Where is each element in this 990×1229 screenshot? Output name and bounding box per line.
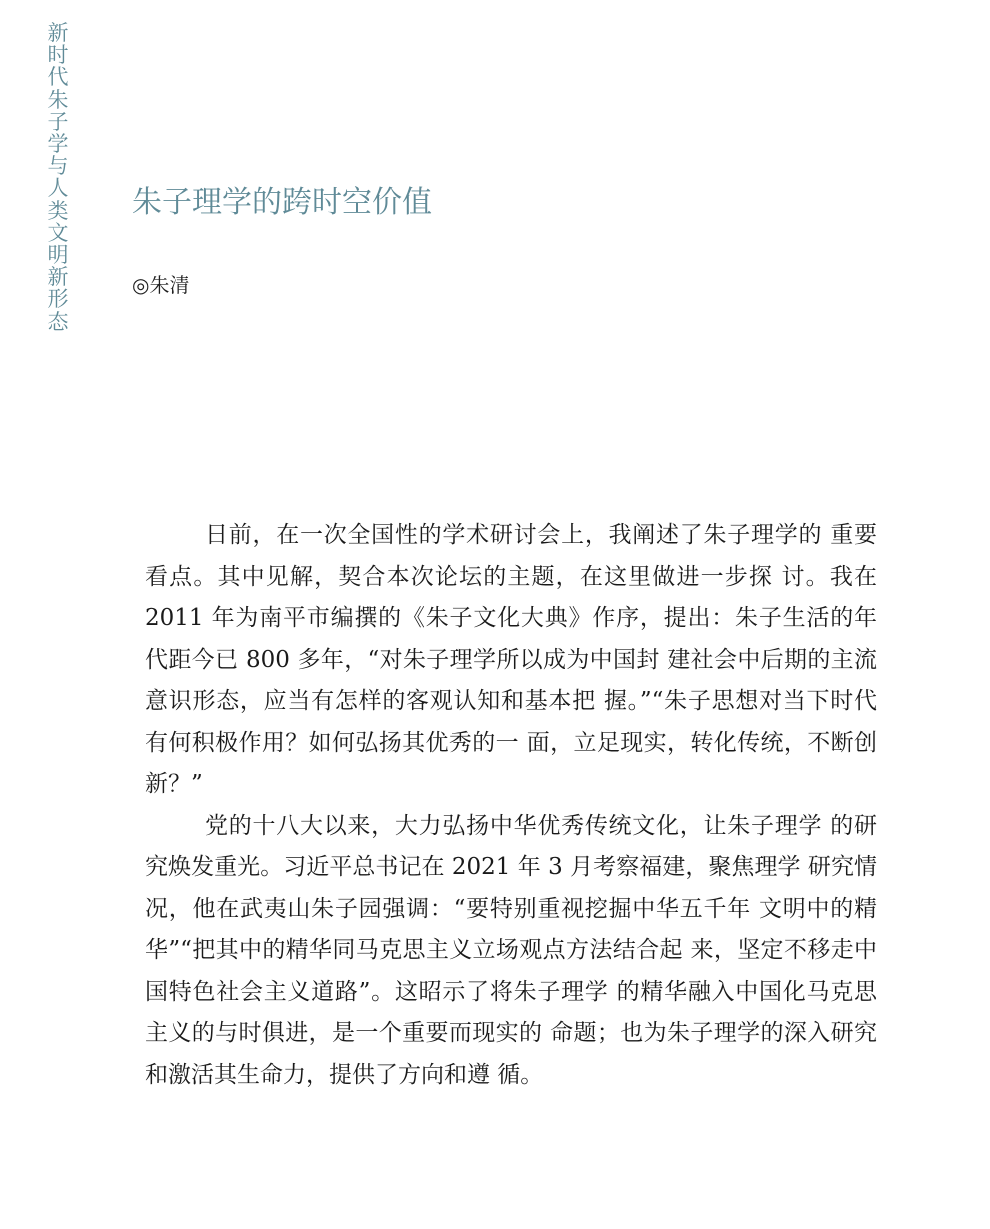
author-byline: ◎朱清	[132, 273, 190, 297]
article-body	[145, 515, 877, 1096]
paragraph-1: 日前，在一次全国性的学术研讨会上，我阐述了朱子理学的 重要看点。其中见解，契合本次论坛的主题，在这里做进一步探 讨。我在 2011 年为南平市编撰的《朱子文化大典》作序，提出：朱子生活的年代距今已 800 多年，“对朱子理学所以成为中国封 建社会中后期的主流意识形态，应当有怎样的客观认知和基本把 握。”“朱子思想对当下时代有何积极作用？如何弘扬其优秀的一 面，立足现实，转化传统，不断创新？”	[145, 522, 877, 797]
column-side-label: 新时代朱子学与人类文明新形态	[47, 21, 69, 334]
article-title: 朱子理学的跨时空价值	[132, 185, 432, 220]
paragraph-2: 党的十八大以来，大力弘扬中华优秀传统文化，让朱子理学 的研究焕发重光。习近平总书记在 2021 年 3 月考察福建，聚焦理学 研究情况，他在武夷山朱子园强调：“要特别重视挖掘中华五千年 文明中的精华”“把其中的精华同马克思主义立场观点方法结合起 来，坚定不移走中国特色社会主义道路”。这昭示了将朱子理学 的精华融入中国化马克思主义的与时俱进，是一个重要而现实的 命题；也为朱子理学的深入研究和激活其生命力，提供了方向和遵 循。	[145, 812, 877, 1088]
